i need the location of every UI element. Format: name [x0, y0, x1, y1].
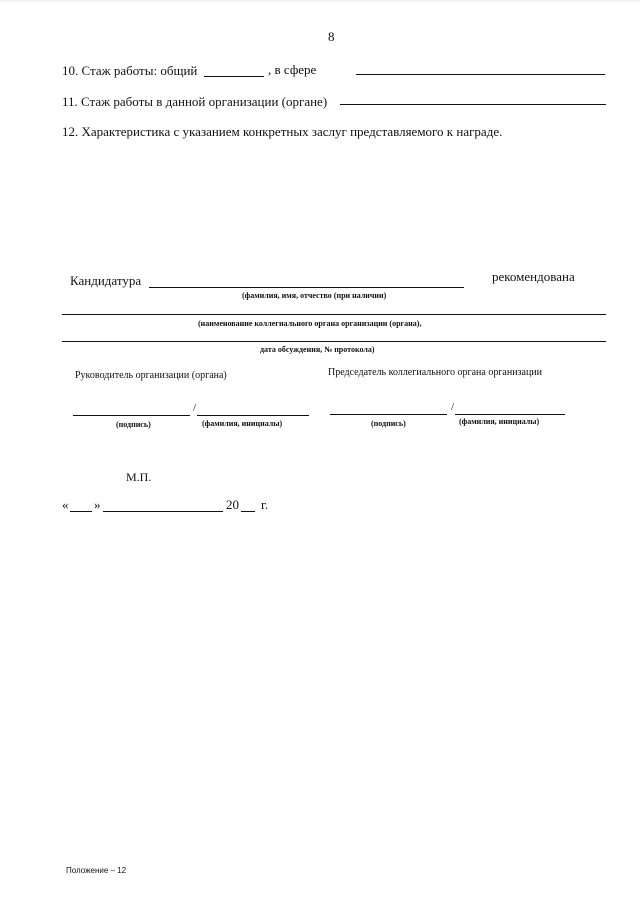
head-sign-caption: (подпись) [116, 420, 151, 429]
item10-label: 10. Стаж работы: общий [62, 63, 198, 78]
candidacy-label: Кандидатура [70, 273, 142, 288]
date-open-quote: « [62, 497, 69, 512]
year-field[interactable] [241, 511, 255, 512]
day-field[interactable] [70, 511, 92, 512]
candidate-name-field[interactable] [149, 287, 464, 288]
collegial-body-field[interactable] [62, 314, 606, 315]
year-prefix: 20 [226, 497, 239, 512]
item10-sphere-label: , в сфере [268, 62, 317, 77]
fio-caption: (фамилия, имя, отчество (при наличии) [242, 291, 387, 300]
date-close-quote: » [94, 497, 101, 512]
chair-name-caption: (фамилия, инициалы) [459, 417, 540, 426]
month-field[interactable] [103, 511, 223, 512]
head-name-field[interactable] [197, 415, 309, 416]
page-number: 8 [328, 29, 335, 44]
chair-signature-field[interactable] [330, 414, 447, 415]
head-label: Руководитель организации (органа) [75, 370, 227, 381]
recommended-label: рекомендована [492, 269, 575, 284]
item10-total-field[interactable] [204, 76, 264, 77]
head-slash: / [193, 402, 197, 414]
chair-label: Председатель коллегиального органа организации [328, 367, 542, 378]
stamp-label: М.П. [126, 470, 152, 484]
item12-label: 12. Характеристика с указанием конкретных заслуг представляемого к награде. [62, 124, 503, 139]
head-signature-field[interactable] [73, 415, 190, 416]
year-suffix: г. [261, 497, 269, 512]
item11-label: 11. Стаж работы в данной организации (органе) [62, 94, 328, 109]
chair-name-field[interactable] [455, 414, 565, 415]
chair-slash: / [451, 401, 455, 413]
item10-sphere-field[interactable] [356, 74, 605, 75]
chair-sign-caption: (подпись) [371, 419, 406, 428]
page-top-edge [0, 0, 640, 2]
head-name-caption: (фамилия, инициалы) [202, 419, 283, 428]
item11-field[interactable] [340, 104, 606, 105]
footer-label: Положение – 12 [66, 866, 127, 875]
org-caption: (наименование коллегиального органа организации (органа), [198, 319, 422, 328]
date-caption: дата обсуждения, № протокола) [260, 345, 375, 354]
discussion-date-field[interactable] [62, 341, 606, 342]
